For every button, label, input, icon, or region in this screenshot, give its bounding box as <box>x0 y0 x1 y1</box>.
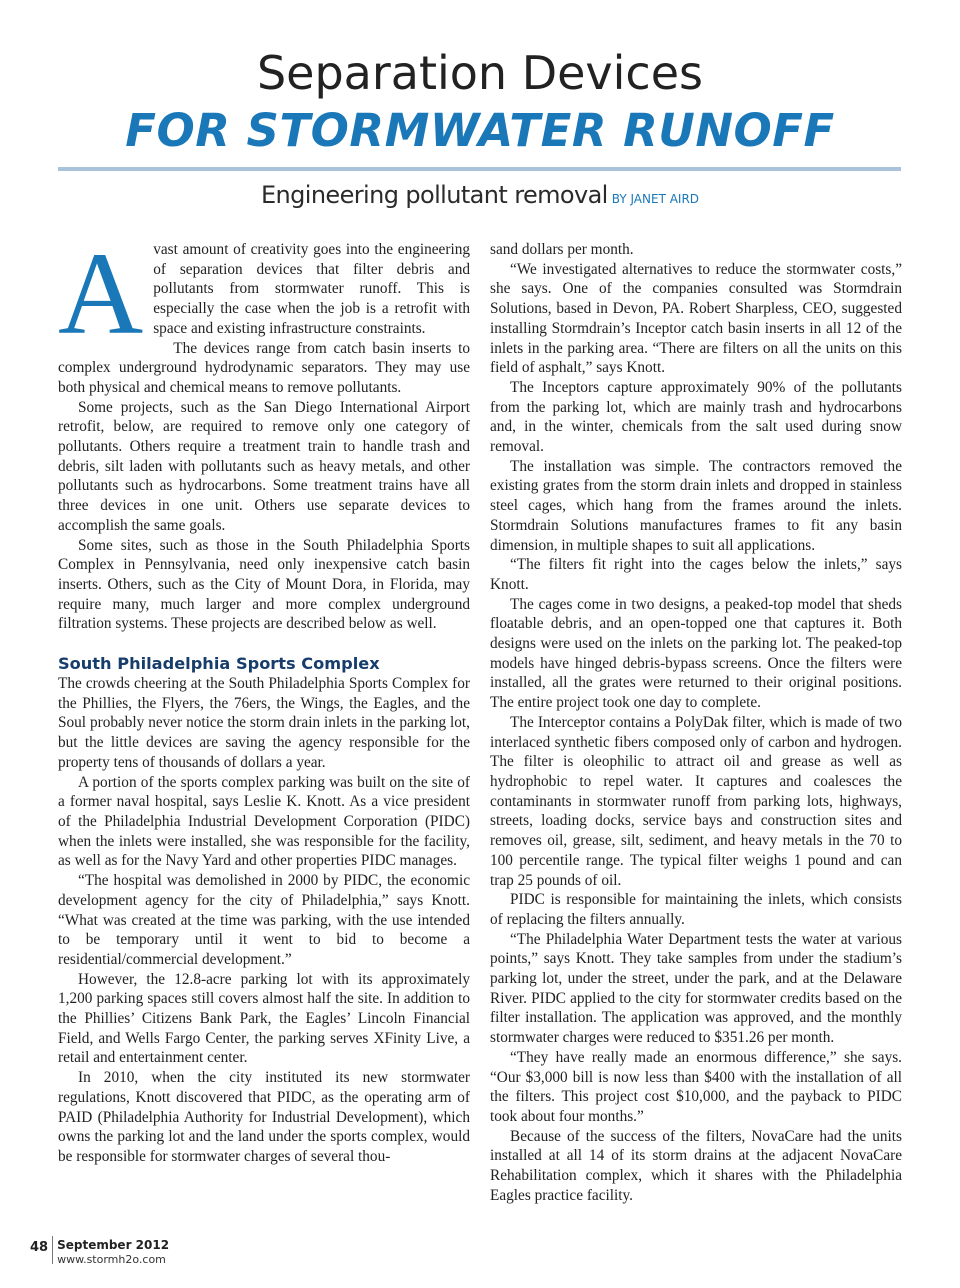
body-paragraph: In 2010, when the city instituted its new stormwater regulations, Knott discovered that PIDC, as the operating arm of PAID (Philadelphia Authority for Industrial Development), which owns the parking lot and the land under the sports complex, would be responsible for stormwater charges of several thou- <box>58 1069 470 1165</box>
title-divider <box>58 167 901 171</box>
body-paragraph: “We investigated alternatives to reduce the stormwater costs,” she says. One of the companies consulted was Stormdrain Solutions, based in Devon, PA. Robert Sharpless, CEO, suggested installing Stormdrain’s Inceptor catch basin inserts in all 12 of the inlets in the parking area. “There are filters on all the units on this field of asphalt,” says Knott. <box>490 260 902 377</box>
page-footer <box>30 1236 169 1267</box>
right-column <box>490 240 902 1205</box>
intro-paragraph <box>58 228 470 359</box>
website-link[interactable]: www.stormh2o.com <box>57 1253 166 1266</box>
title-line-2: FOR STORMWATER RUNOFF <box>125 104 835 157</box>
left-column <box>58 228 470 1167</box>
page-number: 48 <box>30 1240 49 1255</box>
section-heading: South Philadelphia Sports Complex <box>58 654 380 674</box>
body-paragraph: Because of the success of the filters, NovaCare had the units installed at all 14 of its storm drains at the adjacent NovaCare Rehabilitation complex, which it shares with the Philadelphia Eagles practice facility. <box>490 1127 902 1204</box>
body-paragraph: “The hospital was demolished in 2000 by PIDC, the economic development agency for the city of Philadelphia,” says Knott. “What was created at the time was parking, with the use intended to be temporary until it went to bid to become a residential/commercial development.” <box>58 872 470 968</box>
title-line-1: Separation Devices <box>256 46 703 100</box>
subtitle: Engineering pollutant removal <box>260 181 608 209</box>
body-paragraph: “The Philadelphia Water Department tests the water at various points,” says Knott. They take samples from under the stadium’s parking lot, under the street, under the park, and at the Delaware River. PIDC applied to the city for stormwater credits based on the filter installation. The application was approved, and the monthly stormwater charges were reduced to $351.26 per month. <box>490 930 902 1047</box>
body-paragraph: However, the 12.8-acre parking lot with its approximately 1,200 parking spaces still covers almost half the site. In addition to the Phillies’ Citizens Bank Park, the Eagles’ Lincoln Financial Field, and Wells Fargo Center, the parking serves XFinity Live, a retail and entertainment center. <box>58 970 470 1067</box>
body-paragraph: Some projects, such as the San Diego International Airport retrofit, below, are required to remove only one category of pollutants. Others require a treatment train to handle trash and debris, silt laden with pollutants such as heavy metals, and other pollutants such as hydrocarbons. Some treatment trains have all three devices in one unit. Others use separate devices to accomplish the same goals. <box>58 398 470 534</box>
body-paragraph: The devices range from catch basin inserts to complex underground hydrodynamic separators. They may use both physical and chemical means to remove pollutants. <box>58 339 470 396</box>
byline: BY JANET AIRD <box>611 192 700 206</box>
body-paragraph: The cages come in two designs, a peaked-top model that sheds floatable debris, and an open-topped one that captures it. Both designs were used on the inlets on the parking lot. The peaked-top models have hinged debris-bypass screens. Once the filters were installed, all the grates were returned to their original positions. The entire project took one day to complete. <box>490 595 902 712</box>
footer-divider <box>52 1236 53 1264</box>
issue-date: September 2012 <box>57 1238 170 1252</box>
body-paragraph: The Interceptor contains a PolyDak filter, which is made of two interlaced synthetic fibers composed only of carbon and hydrogen. The filter is oleophilic to attract oil and grease as well as hydrophobic to repel water. It captures and coalesces the contaminants in stormwater runoff from parking lots, highways, streets, loading docks, service bays and construction sites and removes oil, grease, silt, sediment, and heavy metals in the 70 to 100 percentile range. The typical filter weighs 1 pound and can trap 25 pounds of oil. <box>490 713 902 889</box>
body-paragraph: Some sites, such as those in the South Philadelphia Sports Complex in Pennsylvania, need only inexpensive catch basin inserts. Others, such as the City of Mount Dora, in Florida, may require many, much larger and more complex underground filtration systems. These projects are described below as well. <box>58 536 470 633</box>
body-paragraph: The installation was simple. The contractors removed the existing grates from the storm drain inlets and dropped in stainless steel cages, which hang from the frames around the inlets. Stormdrain Solutions manufactures frames to fit any basin dimension, in multiple shapes to suit all applications. <box>490 457 902 554</box>
body-paragraph: The Inceptors capture approximately 90% of the pollutants from the parking lot, which are mainly trash and hydrocarbons and, in the winter, chemicals from the salt used during snow removal. <box>490 378 902 456</box>
subtitle-block <box>0 181 960 209</box>
body-paragraph: “The filters fit right into the cages below the inlets,” says Knott. <box>490 556 902 593</box>
body-paragraph: “They have really made an enormous difference,” she says. “Our $3,000 bill is now less than $400 with the installation of all the filters. This project cost $10,000, and the payback to PIDC took about four months.” <box>490 1048 902 1125</box>
drop-cap: A <box>58 228 144 359</box>
body-paragraph: sand dollars per month. <box>490 241 634 258</box>
footer-meta <box>57 1236 169 1267</box>
body-paragraph: A portion of the sports complex parking was built on the site of a former naval hospital, says Leslie K. Knott. As a vice president of the Philadelphia Industrial Development Corporation (PIDC) when the inlets were installed, she was responsible for the facility, as well as for the Navy Yard and other properties PIDC manages. <box>58 773 470 870</box>
intro-text: vast amount of creativity goes into the engineering of separation devices that filter debris and pollutants from stormwater runoff. This is especially the case when the job is a retrofit with space and existing infrastructure constraints. <box>153 241 470 337</box>
body-paragraph: The crowds cheering at the South Philadelphia Sports Complex for the Phillies, the Flyers, the 76ers, the Wings, the Eagles, and the Soul probably never notice the storm drain inlets in the parking lot, but the little devices are saving the agency responsible for the property tens of thousands of dollars a year. <box>58 675 470 771</box>
body-paragraph: PIDC is responsible for maintaining the inlets, which consists of replacing the filters annually. <box>490 891 902 928</box>
